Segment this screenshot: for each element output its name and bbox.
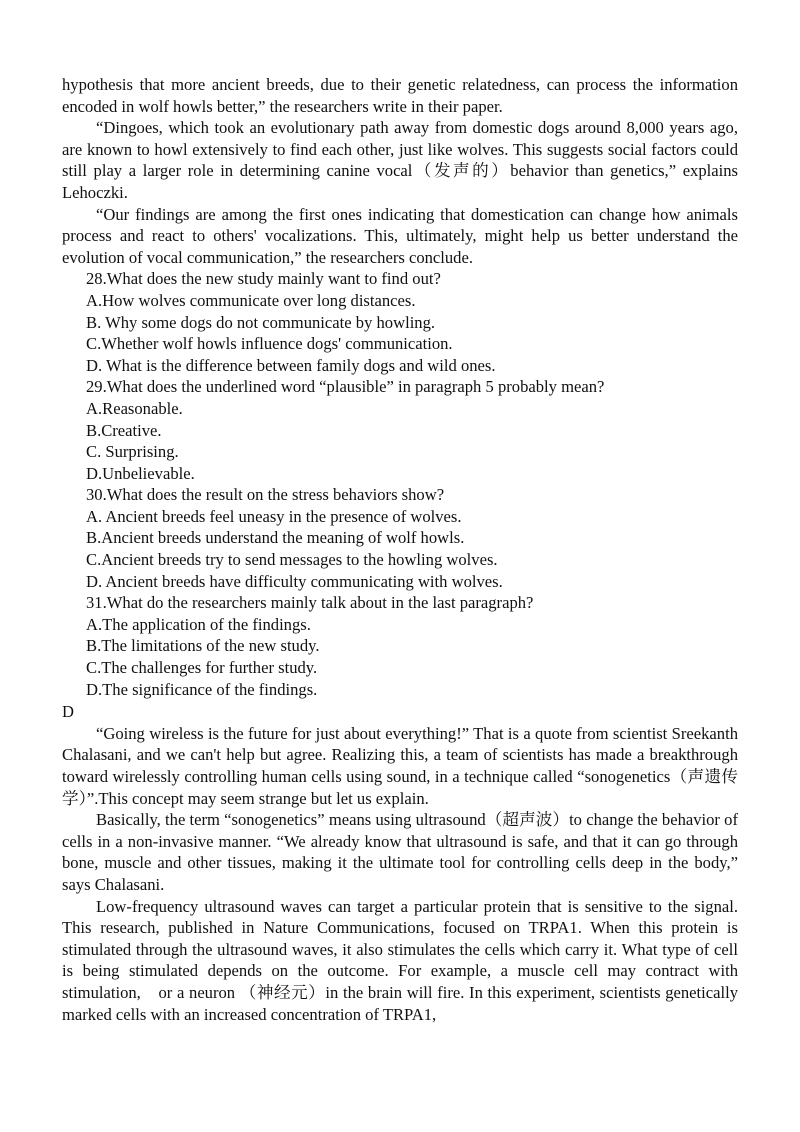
option-c: C.Ancient breeds try to send messages to the howling wolves. — [86, 550, 498, 570]
question-28 — [62, 268, 738, 376]
option-d: D.The significance of the findings. — [86, 679, 318, 699]
passage-c-paragraph-c: “Our findings are among the first ones indicating that domestication can change how animals process and react to others' vocalizations. This, ultimately, might help us better understand the evolution of vocal communication,” the researchers conclude. — [62, 204, 738, 267]
passage-d-paragraph-1: “Going wireless is the future for just about everything!” That is a quote from scientist Sreekanth Chalasani, and we can't help but agree. Realizing this, a team of scientists has made a breakthrough toward wirelessly controlling human cells using sound, in a technique called “sonogenetics（声遗传学）”.This concept may seem strange but let us explain. — [62, 723, 738, 808]
option-c: C. Surprising. — [86, 442, 179, 462]
passage-d-paragraph-3: Low-frequency ultrasound waves can target a particular protein that is sensitive to the signal. This research, published in Nature Communications, focused on TRPA1. When this protein is stimulated through the ultrasound waves, it also stimulates the cells which carry it. What type of cell is being stimulated depends on the outcome. For example, a muscle cell may contract with stimulation, or a neuron （神经元）in the brain will fire. In this experiment, scientists genetically marked cells with an increased concentration of TRPA1, — [62, 896, 738, 1024]
option-b: B.The limitations of the new study. — [86, 636, 320, 656]
question-30 — [62, 484, 738, 592]
question-stem: 31.What do the researchers mainly talk about in the last paragraph? — [86, 593, 534, 613]
option-b: B. Why some dogs do not communicate by howling. — [86, 312, 436, 332]
option-b: B.Creative. — [86, 420, 162, 440]
passage-c-paragraph-b: “Dingoes, which took an evolutionary path away from domestic dogs around 8,000 years ago, are known to howl extensively to find each other, just like wolves. This suggests social factors could still play a larger role in determining canine vocal（发声的）behavior than genetics,” explains Lehoczki. — [62, 118, 738, 202]
option-a: A.Reasonable. — [86, 398, 183, 418]
document-page — [62, 74, 738, 1025]
option-c: C.Whether wolf howls influence dogs' communication. — [86, 334, 453, 354]
question-stem: 28.What does the new study mainly want to find out? — [86, 269, 441, 289]
passage-d-paragraph-2: Basically, the term “sonogenetics” means using ultrasound（超声波）to change the behavior of cells in a non-invasive manner. “We already know that ultrasound is safe, and that it can go through bone, muscle and other tissues, making it the ultimate tool for controlling cells deep in the body,” says Chalasani. — [62, 810, 738, 894]
option-d: D. Ancient breeds have difficulty communicating with wolves. — [86, 571, 503, 591]
option-a: A. Ancient breeds feel uneasy in the presence of wolves. — [86, 506, 462, 526]
option-a: A.How wolves communicate over long distances. — [86, 290, 416, 310]
option-d: D.Unbelievable. — [86, 463, 195, 483]
question-31 — [62, 592, 738, 700]
question-stem: 30.What does the result on the stress behaviors show? — [86, 485, 445, 505]
option-a: A.The application of the findings. — [86, 614, 311, 634]
passage-c-paragraph-a: hypothesis that more ancient breeds, due to their genetic relatedness, can process the information encoded in wolf howls better,” the researchers write in their paper. — [62, 75, 738, 116]
question-29 — [62, 376, 738, 484]
option-c: C.The challenges for further study. — [86, 658, 318, 678]
option-b: B.Ancient breeds understand the meaning of wolf howls. — [86, 528, 465, 548]
section-title: D — [62, 702, 74, 722]
option-d: D. What is the difference between family dogs and wild ones. — [86, 355, 496, 375]
question-stem: 29.What does the underlined word “plausible” in paragraph 5 probably mean? — [86, 377, 605, 397]
